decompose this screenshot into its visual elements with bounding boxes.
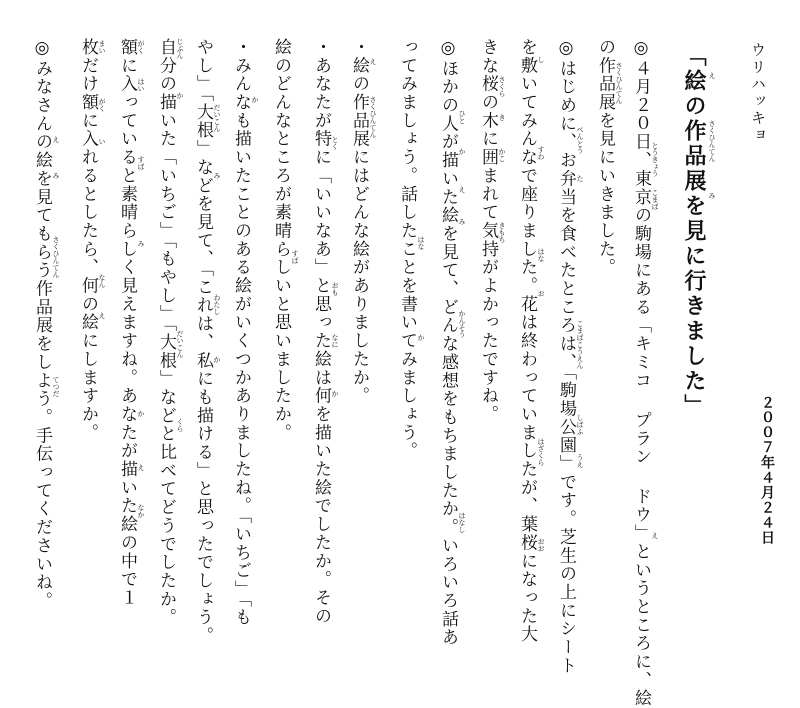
text-line-13: 自分の描いた「いちご」「もやし」「大根」などと比べてどうでしたか。 bbox=[156, 38, 176, 627]
furigana-nan: なん bbox=[98, 274, 106, 288]
furigana-hanashi-line7: はな bbox=[417, 236, 425, 250]
furigana-daikon-line12: だいこん bbox=[213, 104, 221, 132]
furigana-nani: なに bbox=[331, 334, 339, 348]
furigana-ka-line12: か bbox=[213, 356, 221, 363]
furigana-e-line16: え bbox=[52, 136, 60, 143]
text-line-1: ◎４月２０日、東京の駒場にある「キミコ プラン ドウ」というところに、絵 bbox=[631, 38, 651, 708]
furigana-e-line1: え bbox=[651, 532, 659, 539]
furigana-subara-line14: すば bbox=[137, 156, 145, 170]
furigana-watashi: わたし bbox=[213, 294, 221, 315]
furigana-tokyo: とうきょう bbox=[651, 142, 659, 177]
furigana-mi-line14: み bbox=[137, 240, 145, 247]
furigana-kansou: かんそう bbox=[458, 310, 466, 338]
furigana-daikon-line13: だいこん bbox=[176, 330, 184, 358]
furigana-sakuhinten-line16: さくひんてん bbox=[52, 236, 60, 278]
furigana-shibafu: しばふ bbox=[576, 414, 584, 435]
furigana-e-line6: え bbox=[458, 186, 466, 193]
text-line-11: ・みんなも描いたことのある絵がいくつかありましたね。「いちご」「も bbox=[231, 38, 251, 627]
furigana-ka-line7: か bbox=[417, 334, 425, 341]
furigana-komabakouen: こまばこうえん bbox=[576, 320, 584, 369]
text-line-12: やし」「大根」などを見て、「これは、私にも描ける」と思ったでしょう。 bbox=[193, 38, 213, 645]
furigana-ka-line9: か bbox=[331, 390, 339, 397]
furigana-oo: おお bbox=[537, 538, 545, 552]
author-label: ウリハッキョ bbox=[749, 42, 767, 144]
text-line-15: 枚だけ額に入れるとしたら、何の絵にしますか。 bbox=[78, 38, 98, 442]
furigana-komaba: こまば bbox=[651, 189, 659, 210]
furigana-kako: かこ bbox=[498, 148, 506, 162]
furigana-subara-line10: すば bbox=[291, 250, 299, 264]
furigana-kura: くら bbox=[176, 418, 184, 432]
furigana-e-line8: え bbox=[369, 58, 377, 65]
text-line-6: ◎ほかの人が描いた絵を見て、どんな感想をもちましたか。いろいろ話あ bbox=[438, 38, 458, 647]
furigana-gaku-line15: がく bbox=[98, 98, 106, 112]
page-title: 「絵の作品展を見に行きました」 bbox=[681, 44, 706, 419]
furigana-toku: とく bbox=[331, 136, 339, 150]
text-line-5: きな桜の木に囲まれて気持がよかったですね。 bbox=[478, 38, 498, 424]
furigana-omo: おも bbox=[331, 282, 339, 296]
furigana-e-line15: え bbox=[98, 312, 106, 319]
furigana-i: い bbox=[98, 138, 106, 145]
furigana-ka-line14: か bbox=[137, 410, 145, 417]
furigana-ue: うえ bbox=[576, 454, 584, 468]
furigana-sakuhinten-line8: さくひんてん bbox=[369, 96, 377, 138]
text-line-4: を敷いてみんなで座りました。花は終わっていましたが、葉桜になった大 bbox=[517, 38, 537, 644]
furigana-shi: し bbox=[537, 56, 545, 63]
text-line-10: 絵のどんなところが素晴らしいと思いましたか。 bbox=[271, 38, 291, 442]
furigana-mi-line16: み bbox=[52, 172, 60, 179]
furigana-bento: べんとう bbox=[576, 126, 584, 154]
text-line-9: ・あなたが特に「いいなあ」と思った絵は何を描いた絵でしたか。その bbox=[311, 38, 331, 626]
furigana-kimochi: きもち bbox=[498, 222, 506, 243]
text-line-2: の作品展を見にいきました。 bbox=[595, 38, 615, 277]
title-furigana-sakuhinten: さくひんてん bbox=[708, 120, 716, 162]
furigana-mi-line6: み bbox=[458, 218, 466, 225]
furigana-sakura: さくら bbox=[498, 76, 506, 97]
text-line-16: ◎みなさんの絵を見てもらう作品展をしよう。手伝ってくださいね。 bbox=[32, 38, 52, 610]
furigana-jibun: じぶん bbox=[176, 38, 184, 59]
furigana-suwa: すわ bbox=[537, 146, 545, 160]
furigana-mi-line12: み bbox=[213, 172, 221, 179]
furigana-ka-line6: か bbox=[458, 148, 466, 155]
furigana-ta: た bbox=[576, 175, 584, 182]
furigana-naka: なか bbox=[137, 504, 145, 518]
furigana-hazakura: はざくら bbox=[537, 438, 545, 466]
furigana-ki: き bbox=[498, 114, 506, 121]
text-line-3: ◎はじめに、お弁当を食べたところは、「駒場公園」です。芝生の上にシート bbox=[556, 38, 576, 675]
furigana-o: お bbox=[537, 290, 545, 297]
furigana-hai: はい bbox=[137, 78, 145, 92]
text-line-14: 額に入っていると素晴らしく見えますね。あなたが描いた絵の中で１ bbox=[117, 38, 137, 607]
text-line-7: ってみましょう。話したことを書いてみましょう。 bbox=[397, 38, 417, 461]
furigana-hana: はな bbox=[537, 248, 545, 262]
date-label: ２００７年４月２４日 bbox=[759, 395, 775, 545]
furigana-sakuhinten-line2: さくひんてん bbox=[615, 62, 623, 104]
furigana-gaku: がく bbox=[137, 40, 145, 54]
furigana-ka-line11: か bbox=[251, 96, 259, 103]
furigana-e-line14: え bbox=[137, 464, 145, 471]
furigana-hanashi-line6: はなし bbox=[458, 512, 466, 533]
title-furigana-mi: み bbox=[708, 192, 716, 199]
text-line-8: ・絵の作品展にはどんな絵がありましたか。 bbox=[349, 38, 369, 405]
furigana-tetsuda: てつだ bbox=[52, 376, 60, 397]
furigana-hito: ひと bbox=[458, 110, 466, 124]
title-furigana-e: え bbox=[708, 72, 716, 79]
furigana-mai: まい bbox=[98, 40, 106, 54]
furigana-ka-line13: か bbox=[176, 92, 184, 99]
